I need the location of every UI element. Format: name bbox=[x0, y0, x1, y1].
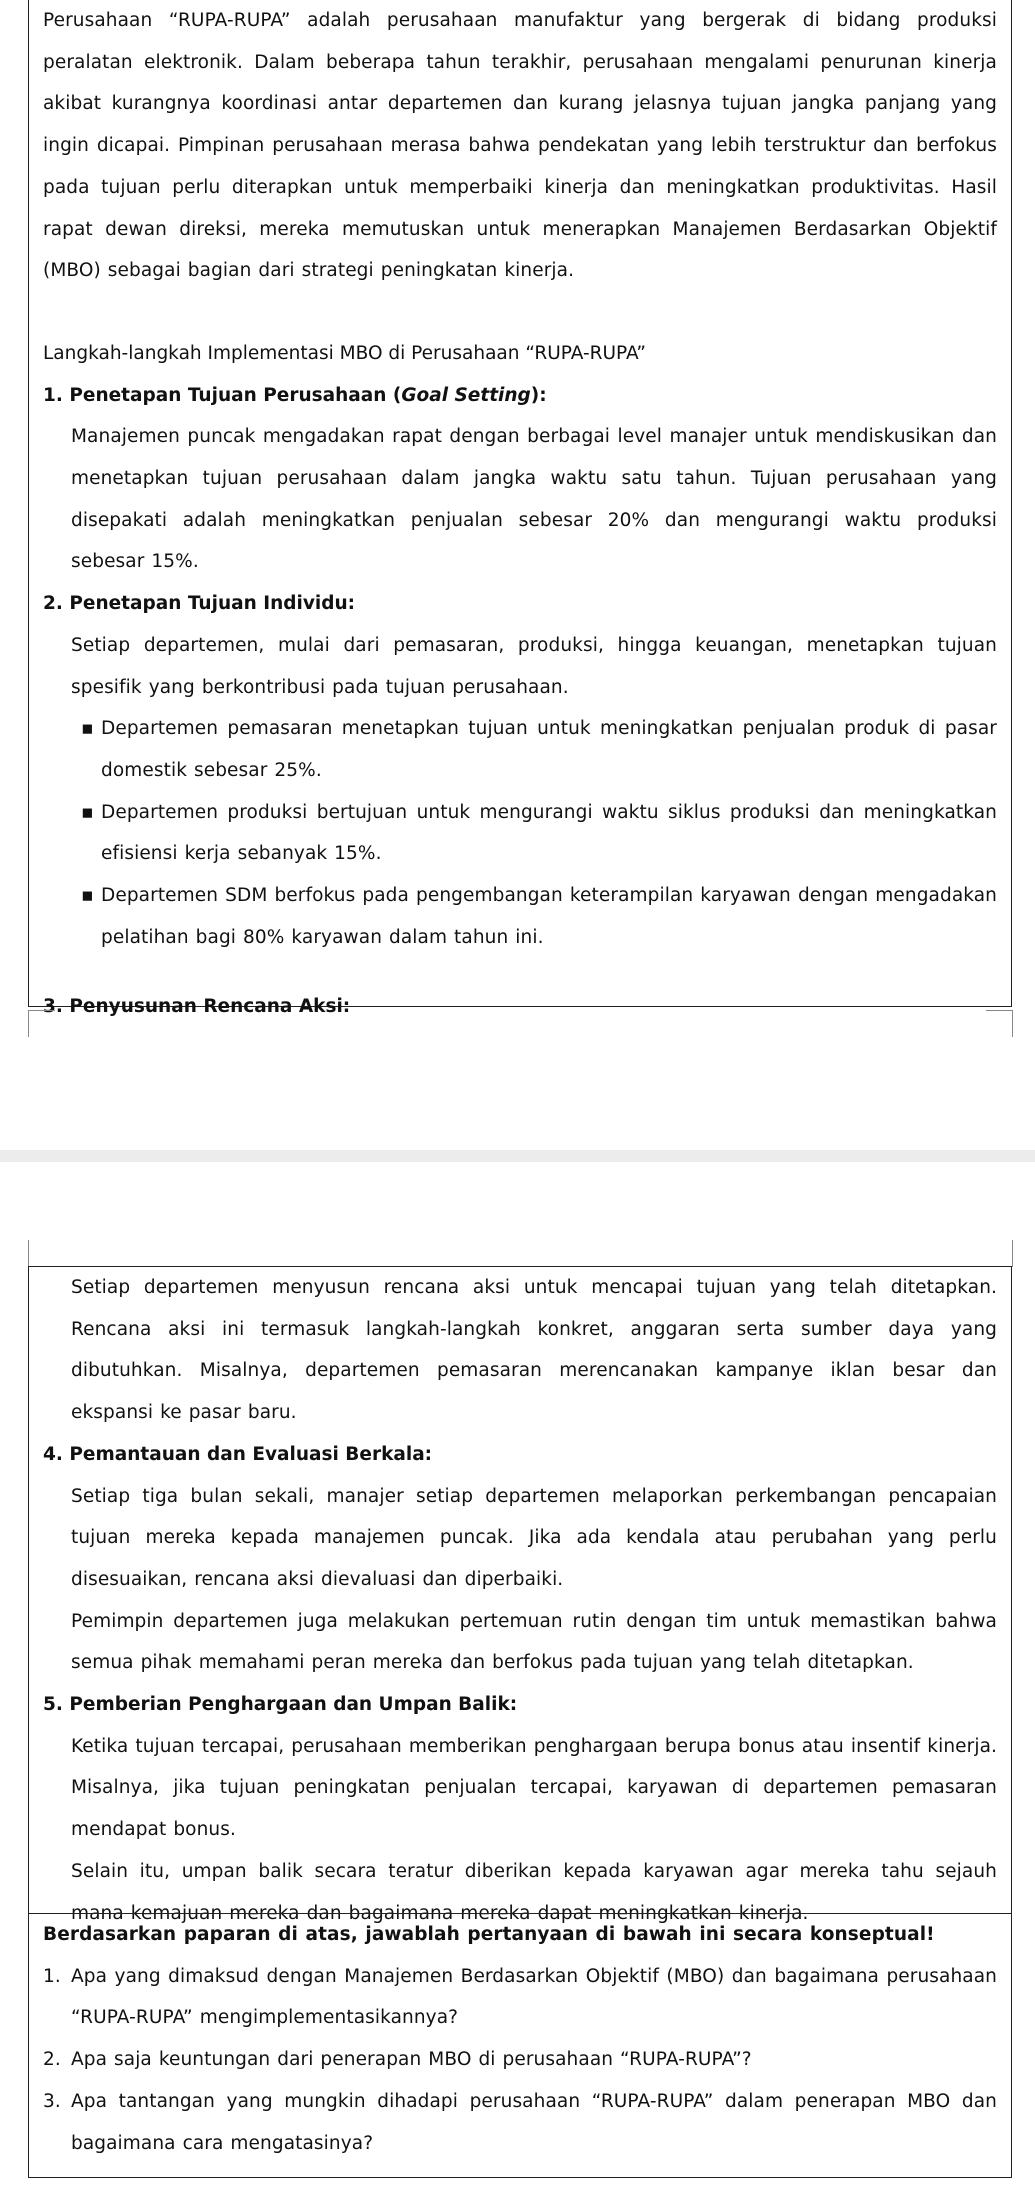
step-number: 2. bbox=[43, 593, 63, 615]
step-5-title bbox=[29, 1684, 1011, 1726]
bullet-text: Departemen produksi bertujuan untuk mengurangi waktu siklus produksi dan meningkatkan efisiensi kerja sebanyak 15%. bbox=[101, 801, 997, 865]
document-page-2 bbox=[0, 1162, 1035, 2207]
step-4-title bbox=[29, 1434, 1011, 1476]
step-2-title bbox=[29, 583, 1011, 625]
question-text: Apa saja keuntungan dari penerapan MBO di perusahaan “RUPA-RUPA”? bbox=[71, 2049, 752, 2071]
case-study-box bbox=[28, 0, 1012, 1018]
bullet-icon: ▪ bbox=[81, 718, 94, 740]
list-item bbox=[29, 875, 1011, 958]
step-number: 3. bbox=[43, 996, 63, 1018]
step-1-title bbox=[29, 375, 1011, 417]
step-4-body-2: Pemimpin departemen juga melakukan pertemuan rutin dengan tim untuk memastikan bahwa semua pihak memahami peran mereka dan berfokus pada tujuan yang telah ditetapkan. bbox=[71, 1610, 997, 1674]
bullet-icon: ▪ bbox=[81, 801, 94, 823]
step-title-text: Pemantauan dan Evaluasi Berkala: bbox=[69, 1443, 433, 1465]
step-2-body: Setiap departemen, mulai dari pemasaran, produksi, hingga keuangan, menetapkan tujuan spesifik yang berkontribusi pada tujuan perusahaan. bbox=[71, 634, 997, 698]
questions-box bbox=[28, 1913, 1012, 2178]
step-1-body: Manajemen puncak mengadakan rapat dengan berbagai level manajer untuk mendiskusikan dan menetapkan tujuan perusahaan dalam jangka waktu satu tahun. Tujuan perusahaan yang disepakati adalah meningkatkan penjualan sebesar 20% dan mengurangi waktu produksi sebesar 15%. bbox=[71, 426, 997, 573]
question-number: 2. bbox=[43, 2049, 61, 2071]
bullet-text: Departemen SDM berfokus pada pengembangan keterampilan karyawan dengan mengadakan pelatihan bagi 80% karyawan dalam tahun ini. bbox=[101, 885, 997, 948]
question-text: Apa tantangan yang mungkin dihadapi perusahaan “RUPA-RUPA” dalam penerapan MBO dan bagaimana cara mengatasinya? bbox=[71, 2090, 997, 2154]
case-study-box-continued bbox=[28, 1266, 1012, 1924]
step-4-body-1: Setiap tiga bulan sekali, manajer setiap departemen melaporkan perkembangan pencapaian tujuan mereka kepada manajemen puncak. Jika ada kendala atau perubahan yang perlu disesuaikan, rencana aksi dievaluasi dan diperbaiki. bbox=[71, 1485, 997, 1590]
step-title-text: Penetapan Tujuan Individu: bbox=[69, 593, 356, 615]
step-3-title bbox=[29, 986, 1011, 1028]
step-title-text: Penetapan Tujuan Perusahaan ( bbox=[69, 384, 402, 406]
step-5-body-1: Ketika tujuan tercapai, perusahaan memberikan penghargaan berupa bonus atau insentif kinerja. Misalnya, jika tujuan peningkatan penjualan tercapai, karyawan di departemen pemasaran mendapat bonus. bbox=[71, 1735, 997, 1841]
crop-mark bbox=[28, 1010, 55, 1037]
question-item bbox=[29, 2081, 1011, 2164]
step-title-italic: Goal Setting bbox=[401, 384, 531, 406]
spacer bbox=[29, 958, 1011, 986]
step-number: 1. bbox=[43, 384, 63, 406]
list-item bbox=[29, 792, 1011, 875]
question-item bbox=[29, 1956, 1011, 2039]
step-5-body-2: Selain itu, umpan balik secara teratur diberikan kepada karyawan agar mereka tahu sejauh mana kemajuan mereka dan bagaimana mereka dapat meningkatkan kinerja. bbox=[71, 1860, 997, 1924]
questions-instruction: Berdasarkan paparan di atas, jawablah pertanyaan di bawah ini secara konseptual! bbox=[43, 1924, 935, 1945]
question-number: 3. bbox=[43, 2090, 61, 2112]
step-title-end: ): bbox=[530, 384, 547, 406]
crop-mark bbox=[986, 1240, 1013, 1267]
bullet-text: Departemen pemasaran menetapkan tujuan untuk meningkatkan penjualan produk di pasar domestik sebesar 25%. bbox=[101, 718, 997, 781]
question-item bbox=[29, 2039, 1011, 2081]
crop-mark bbox=[28, 1240, 55, 1267]
page-separator bbox=[0, 1150, 1035, 1162]
step-number: 5. bbox=[43, 1694, 63, 1716]
question-number: 1. bbox=[43, 1965, 61, 1987]
step-title-text: Penyusunan Rencana Aksi: bbox=[69, 996, 351, 1018]
step-number: 4. bbox=[43, 1443, 63, 1465]
crop-mark bbox=[986, 1010, 1013, 1037]
list-item bbox=[29, 708, 1011, 791]
intro-paragraph: Perusahaan “RUPA-RUPA” adalah perusahaan manufaktur yang bergerak di bidang produksi peralatan elektronik. Dalam beberapa tahun terakhir, perusahaan mengalami penurunan kinerja akibat kurangnya koordinasi antar departemen dan kurang jelasnya tujuan jangka panjang yang ingin dicapai. Pimpinan perusahaan merasa bahwa pendekatan yang lebih terstruktur dan berfokus pada tujuan perlu diterapkan untuk memperbaiki kinerja dan meningkatkan produktivitas. Hasil rapat dewan direksi, mereka memutuskan untuk menerapkan Manajemen Berdasarkan Objektif (MBO) sebagai bagian dari strategi peningkatan kinerja. bbox=[43, 10, 997, 282]
steps-heading: Langkah-langkah Implementasi MBO di Perusahaan “RUPA-RUPA” bbox=[43, 342, 646, 364]
question-text: Apa yang dimaksud dengan Manajemen Berdasarkan Objektif (MBO) dan bagaimana perusahaan “RUPA-RUPA” mengimplementasikannya? bbox=[71, 1965, 997, 2029]
step-3-body: Setiap departemen menyusun rencana aksi untuk mencapai tujuan yang telah ditetapkan. Rencana aksi ini termasuk langkah-langkah konkret, anggaran serta sumber daya yang dibutuhkan. Misalnya, departemen pemasaran merencanakan kampanye iklan besar dan ekspansi ke pasar baru. bbox=[71, 1277, 997, 1424]
spacer bbox=[29, 292, 1011, 333]
bullet-icon: ▪ bbox=[81, 885, 94, 907]
step-title-text: Pemberian Penghargaan dan Umpan Balik: bbox=[69, 1694, 518, 1716]
